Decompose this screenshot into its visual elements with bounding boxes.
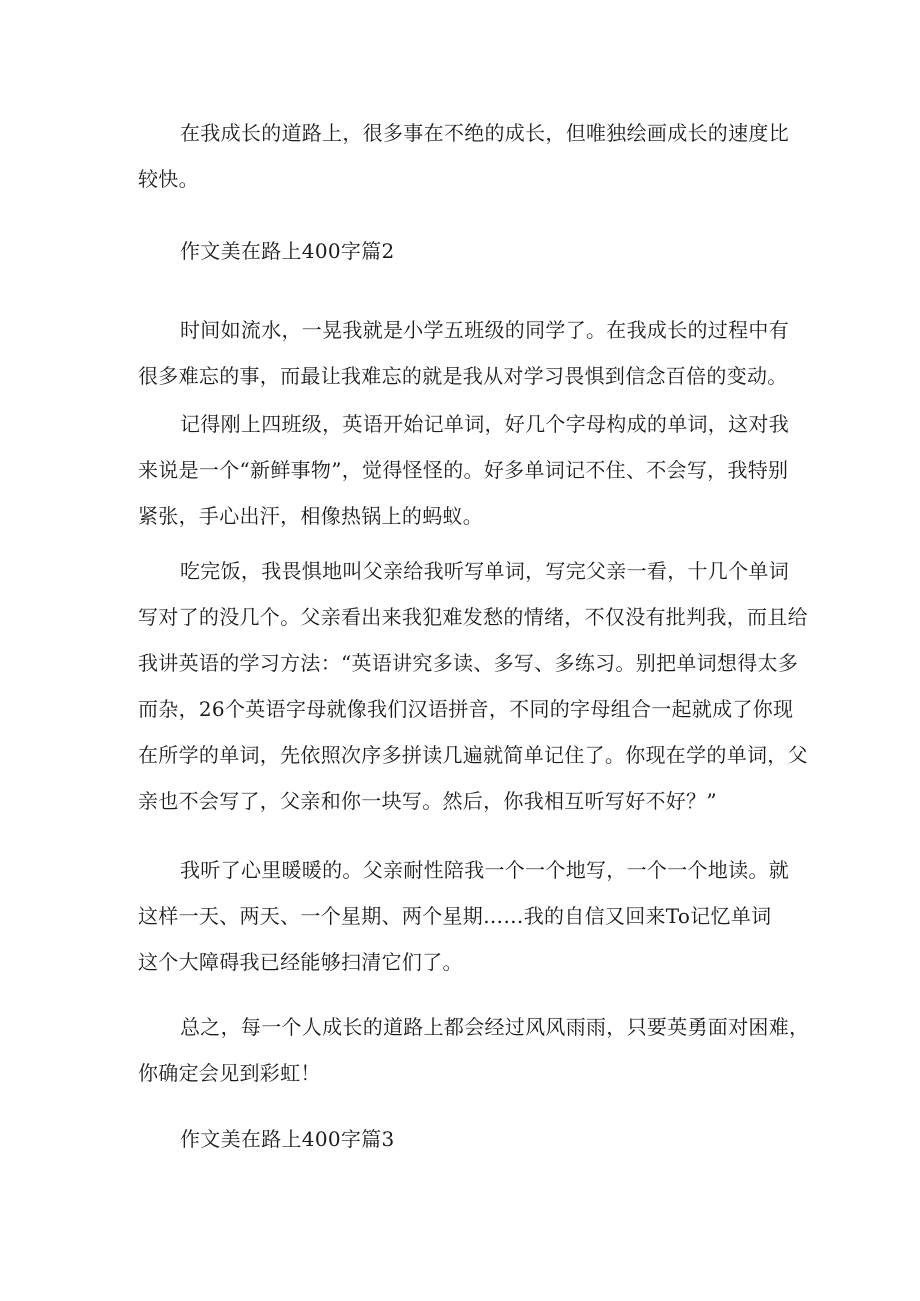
paragraph-line: 我听了心里暖暖的。父亲耐性陪我一个一个地写，一个一个地读。就 [180,858,789,882]
paragraph-line: 吃完饭，我畏惧地叫父亲给我听写单词，写完父亲一看，十几个单词 [180,559,789,583]
paragraph-line: 我讲英语的学习方法：“英语讲究多读、多写、多练习。别把单词想得太多 [138,651,799,675]
paragraph-6 [138,1004,810,1096]
paragraph-line: 你确定会见到彩虹！ [138,1061,321,1085]
paragraph-line: 紧张，手心出汗，相像热锅上的蚂蚁。 [138,504,484,528]
paragraph-line: 在所学的单词，先依照次序多拼读几遍就简单记住了。你现在学的单词，父 [138,743,808,767]
section-heading-2 [138,228,798,274]
paragraph-line: 时间如流水，一晃我就是小学五班级的同学了。在我成长的过程中有 [180,318,789,342]
paragraph-line: 来说是一个“新鲜事物”，觉得怪怪的。好多单词记不住、不会写，我特别 [138,458,789,482]
heading-line: 作文美在路上400字篇3 [180,1127,395,1151]
heading-line: 作文美在路上400字篇2 [180,239,395,263]
paragraph-line: 写对了的没几个。父亲看出来我犯难发愁的情绪，不仅没有批判我，而且给 [138,605,808,629]
paragraph-5 [138,847,798,985]
paragraph-line: 很多难忘的事，而最让我难忘的就是我从对学习畏惧到信念百倍的变动。 [138,364,788,388]
section-heading-3 [138,1116,798,1162]
paragraph-line: 记得刚上四班级，英语开始记单词，好几个字母构成的单词，这对我 [180,412,789,436]
paragraph-line: 这样一天、两天、一个星期、两个星期……我的自信又回来To记忆单词 [138,904,772,928]
paragraph-line: 这个大障碍我已经能够扫清它们了。 [138,950,463,974]
paragraph-3 [138,401,798,539]
paragraph-2 [138,307,798,399]
paragraph-line: 亲也不会写了，父亲和你一块写。然后，你我相互听写好不好？” [138,789,717,813]
paragraph-line: 在我成长的道路上，很多事在不绝的成长，但唯独绘画成长的速度比 [180,121,789,145]
paragraph-1 [138,110,798,202]
paragraph-line: 总之，每一个人成长的道路上都会经过风风雨雨，只要英勇面对困难， [180,1015,810,1039]
paragraph-line: 较快。 [138,167,199,191]
paragraph-4 [138,548,808,824]
paragraph-line: 而杂，26个英语字母就像我们汉语拼音，不同的字母组合一起就成了你现 [138,697,794,721]
